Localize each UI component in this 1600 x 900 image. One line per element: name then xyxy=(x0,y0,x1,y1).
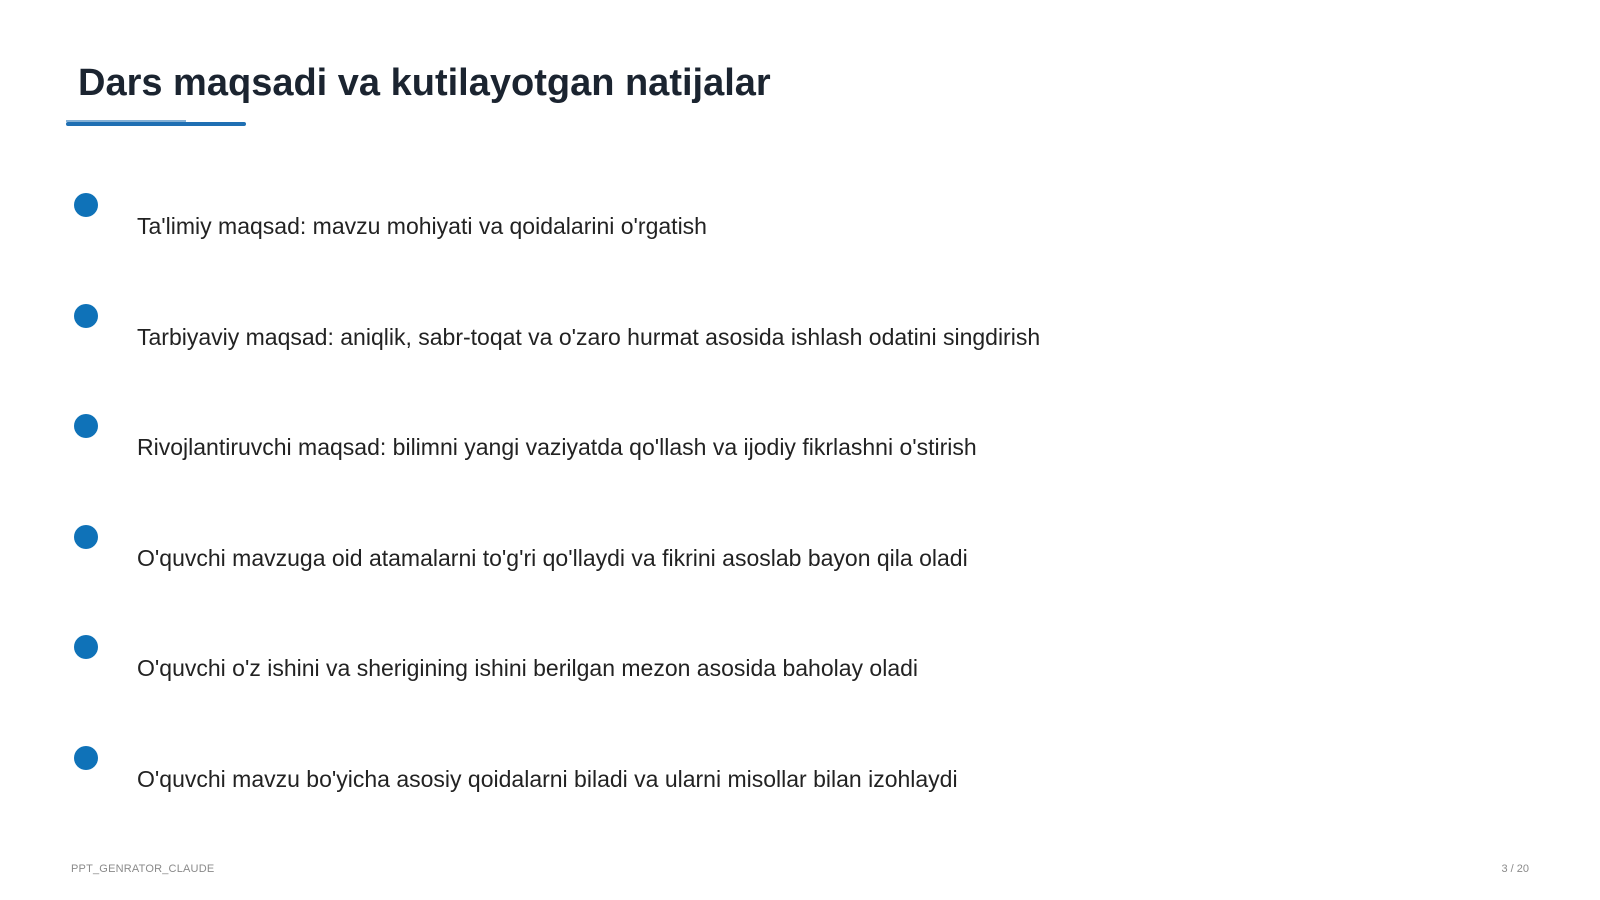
bullet-dot-icon xyxy=(74,193,98,217)
footer-source-label: PPT_GENRATOR_CLAUDE xyxy=(71,863,215,875)
bullet-dot-icon xyxy=(74,414,98,438)
page-indicator: 3 / 20 xyxy=(1501,863,1529,875)
list-item xyxy=(0,746,1600,816)
bullet-text: O'quvchi o'z ishini va sherigining ishini berilgan mezon asosida baholay oladi xyxy=(137,655,919,681)
bullet-text: O'quvchi mavzu bo'yicha asosiy qoidalarni biladi va ularni misollar bilan izohlaydi xyxy=(137,766,958,792)
bullet-text: Ta'limiy maqsad: mavzu mohiyati va qoidalarini o'rgatish xyxy=(137,213,707,239)
bullet-dot-icon xyxy=(74,525,98,549)
list-item xyxy=(0,635,1600,705)
bullet-text: O'quvchi mavzuga oid atamalarni to'g'ri qo'llaydi va fikrini asoslab bayon qila oladi xyxy=(137,545,968,571)
slide-title: Dars maqsadi va kutilayotgan natijalar xyxy=(78,62,771,104)
list-item xyxy=(0,304,1600,374)
list-item xyxy=(0,414,1600,484)
list-item xyxy=(0,193,1600,263)
bullet-text: Rivojlantiruvchi maqsad: bilimni yangi vaziyatda qo'llash va ijodiy fikrlashni o'stirish xyxy=(137,434,977,460)
list-item xyxy=(0,525,1600,595)
bullet-text: Tarbiyaviy maqsad: aniqlik, sabr-toqat va o'zaro hurmat asosida ishlash odatini singdirish xyxy=(137,324,1041,350)
bullet-dot-icon xyxy=(74,746,98,770)
bullet-dot-icon xyxy=(74,635,98,659)
bullet-dot-icon xyxy=(74,304,98,328)
